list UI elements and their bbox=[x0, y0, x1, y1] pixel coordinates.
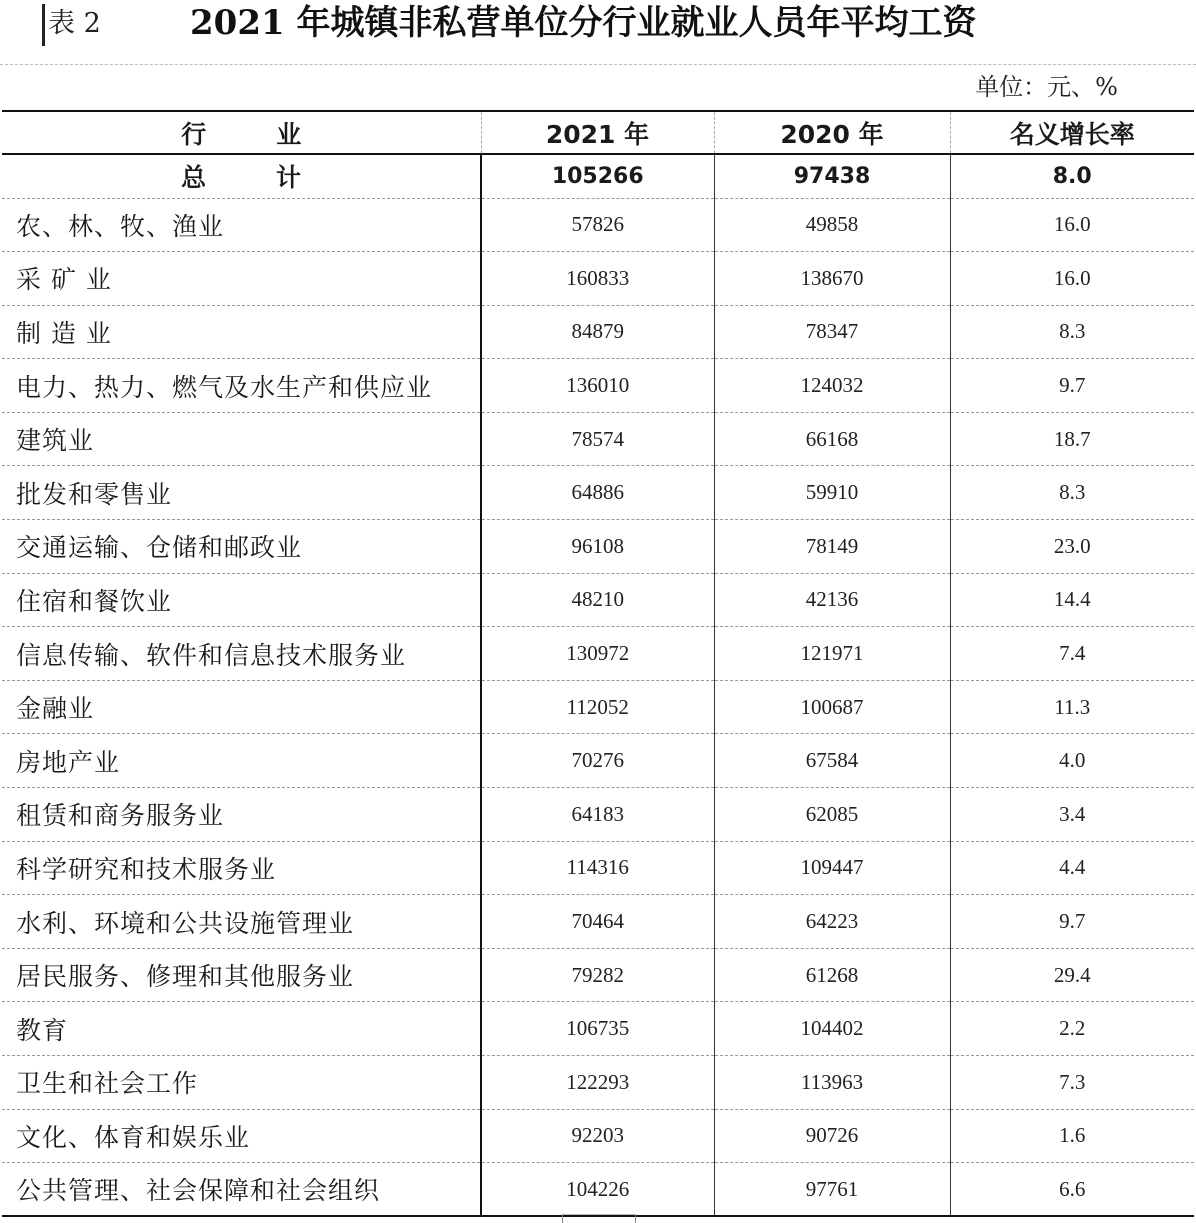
growth-cell: 29.4 bbox=[1053, 962, 1091, 987]
value-2021-cell: 122293 bbox=[481, 1056, 714, 1110]
header-industry: 行业 bbox=[181, 119, 372, 149]
value-2020-cell: 138670 bbox=[714, 252, 950, 306]
table-body bbox=[2, 154, 1194, 1216]
table-header bbox=[2, 111, 1194, 154]
growth-cell: 23.0 bbox=[1053, 533, 1091, 558]
industry-cell: 水利、环境和公共设施管理业 bbox=[2, 895, 481, 949]
industry-cell: 租赁和商务服务业 bbox=[2, 788, 481, 842]
value-2021-cell: 114316 bbox=[481, 841, 714, 895]
value-2021-cell: 48210 bbox=[481, 573, 714, 627]
industry-cell: 卫生和社会工作 bbox=[2, 1056, 481, 1110]
value-2020-cell: 61268 bbox=[714, 948, 950, 1002]
total-growth: 8.0 bbox=[1052, 163, 1092, 189]
growth-cell: 8.3 bbox=[1059, 319, 1086, 344]
table-row bbox=[2, 359, 1194, 413]
table-row bbox=[2, 1056, 1194, 1110]
value-2021-cell: 70464 bbox=[481, 895, 714, 949]
table-row bbox=[2, 788, 1194, 842]
industry-cell: 交通运输、仓储和邮政业 bbox=[2, 520, 481, 574]
industry-cell: 制 造 业 bbox=[2, 305, 481, 359]
header-2020: 2020 年 bbox=[714, 111, 950, 154]
table-row bbox=[2, 252, 1194, 306]
value-2020-cell: 59910 bbox=[714, 466, 950, 520]
industry-cell: 建筑业 bbox=[2, 412, 481, 466]
value-2020-cell: 104402 bbox=[714, 1002, 950, 1056]
table-row bbox=[2, 1163, 1194, 1217]
value-2021-cell: 64183 bbox=[481, 788, 714, 842]
table-row bbox=[2, 734, 1194, 788]
value-2020-cell: 100687 bbox=[714, 680, 950, 734]
growth-cell: 8.3 bbox=[1059, 480, 1086, 505]
value-2021-cell: 70276 bbox=[481, 734, 714, 788]
wage-table bbox=[2, 110, 1194, 1217]
top-dashed-divider bbox=[0, 64, 1196, 66]
value-2020-cell: 109447 bbox=[714, 841, 950, 895]
table-row bbox=[2, 1109, 1194, 1163]
value-2020-cell: 67584 bbox=[714, 734, 950, 788]
table-row bbox=[2, 680, 1194, 734]
value-2021-cell: 79282 bbox=[481, 948, 714, 1002]
industry-cell: 电力、热力、燃气及水生产和供应业 bbox=[2, 359, 481, 413]
unit-note: 单位：元、% bbox=[975, 73, 1118, 101]
value-2020-cell: 78347 bbox=[714, 305, 950, 359]
table-row bbox=[2, 1002, 1194, 1056]
total-row bbox=[2, 154, 1194, 198]
industry-cell: 农、林、牧、渔业 bbox=[2, 198, 481, 252]
growth-cell: 16.0 bbox=[1053, 212, 1091, 237]
industry-cell: 采 矿 业 bbox=[2, 252, 481, 306]
growth-cell: 1.6 bbox=[1059, 1123, 1086, 1148]
table-row bbox=[2, 198, 1194, 252]
growth-cell: 18.7 bbox=[1053, 426, 1091, 451]
table-row bbox=[2, 895, 1194, 949]
table-number-label: 表 2 bbox=[48, 8, 101, 39]
text-cursor bbox=[42, 4, 45, 46]
growth-cell: 9.7 bbox=[1059, 373, 1086, 398]
industry-cell: 批发和零售业 bbox=[2, 466, 481, 520]
value-2021-cell: 92203 bbox=[481, 1109, 714, 1163]
total-2021: 105266 bbox=[481, 154, 714, 198]
value-2021-cell: 64886 bbox=[481, 466, 714, 520]
value-2020-cell: 90726 bbox=[714, 1109, 950, 1163]
growth-cell: 3.4 bbox=[1059, 801, 1086, 826]
growth-cell: 11.3 bbox=[1054, 694, 1091, 719]
industry-cell: 文化、体育和娱乐业 bbox=[2, 1109, 481, 1163]
industry-cell: 居民服务、修理和其他服务业 bbox=[2, 948, 481, 1002]
value-2020-cell: 49858 bbox=[714, 198, 950, 252]
growth-cell: 7.3 bbox=[1059, 1069, 1086, 1094]
table-row bbox=[2, 520, 1194, 574]
industry-cell: 住宿和餐饮业 bbox=[2, 573, 481, 627]
value-2021-cell: 104226 bbox=[481, 1163, 714, 1217]
value-2021-cell: 96108 bbox=[481, 520, 714, 574]
value-2021-cell: 136010 bbox=[481, 359, 714, 413]
value-2021-cell: 130972 bbox=[481, 627, 714, 681]
value-2020-cell: 66168 bbox=[714, 412, 950, 466]
table-row bbox=[2, 466, 1194, 520]
total-2020: 97438 bbox=[714, 154, 950, 198]
growth-cell: 4.4 bbox=[1059, 855, 1086, 880]
growth-cell: 9.7 bbox=[1059, 909, 1086, 934]
table-title: 2021 年城镇非私营单位分行业就业人员年平均工资 bbox=[190, 3, 977, 43]
value-2020-cell: 124032 bbox=[714, 359, 950, 413]
header-growth: 名义增长率 bbox=[950, 111, 1194, 154]
industry-cell: 教育 bbox=[2, 1002, 481, 1056]
table-row bbox=[2, 948, 1194, 1002]
value-2020-cell: 64223 bbox=[714, 895, 950, 949]
value-2020-cell: 97761 bbox=[714, 1163, 950, 1217]
table-row bbox=[2, 841, 1194, 895]
value-2021-cell: 78574 bbox=[481, 412, 714, 466]
growth-cell: 2.2 bbox=[1059, 1016, 1086, 1041]
value-2020-cell: 121971 bbox=[714, 627, 950, 681]
industry-cell: 房地产业 bbox=[2, 734, 481, 788]
value-2021-cell: 112052 bbox=[481, 680, 714, 734]
value-2020-cell: 113963 bbox=[714, 1056, 950, 1110]
value-2020-cell: 78149 bbox=[714, 520, 950, 574]
growth-cell: 6.6 bbox=[1059, 1176, 1086, 1201]
table-row bbox=[2, 305, 1194, 359]
header-2021: 2021 年 bbox=[481, 111, 714, 154]
value-2021-cell: 57826 bbox=[481, 198, 714, 252]
value-2021-cell: 106735 bbox=[481, 1002, 714, 1056]
value-2020-cell: 42136 bbox=[714, 573, 950, 627]
table-row bbox=[2, 412, 1194, 466]
value-2021-cell: 160833 bbox=[481, 252, 714, 306]
table-row bbox=[2, 627, 1194, 681]
growth-cell: 7.4 bbox=[1059, 641, 1086, 666]
industry-cell: 科学研究和技术服务业 bbox=[2, 841, 481, 895]
value-2021-cell: 84879 bbox=[481, 305, 714, 359]
table-row bbox=[2, 573, 1194, 627]
growth-cell: 4.0 bbox=[1059, 748, 1086, 773]
industry-cell: 公共管理、社会保障和社会组织 bbox=[2, 1163, 481, 1217]
value-2020-cell: 62085 bbox=[714, 788, 950, 842]
growth-cell: 14.4 bbox=[1053, 587, 1091, 612]
industry-cell: 金融业 bbox=[2, 680, 481, 734]
total-label: 总计 bbox=[2, 154, 481, 198]
growth-cell: 16.0 bbox=[1053, 265, 1091, 290]
industry-cell: 信息传输、软件和信息技术服务业 bbox=[2, 627, 481, 681]
